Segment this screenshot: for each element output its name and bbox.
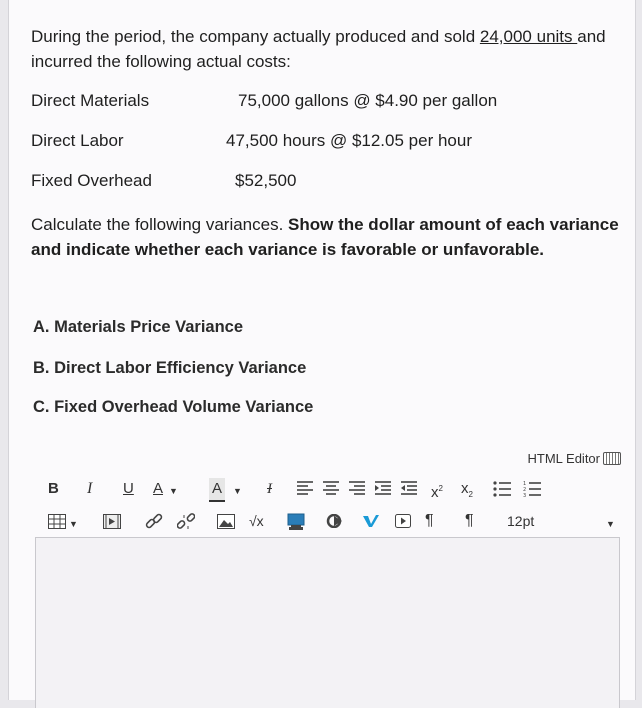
align-center-icon[interactable] [323, 481, 339, 495]
cost-label: Direct Materials [31, 91, 150, 110]
cost-value: 75,000 gallons @ $4.90 per gallon [238, 91, 498, 110]
text-color-dropdown-icon[interactable]: ▼ [169, 486, 178, 496]
font-size-select[interactable]: 12pt [507, 513, 535, 529]
apps-icon[interactable] [325, 514, 343, 528]
italic-button[interactable]: I [87, 480, 93, 497]
background-color-button[interactable]: A [209, 478, 225, 502]
rtl-button[interactable] [465, 510, 474, 532]
subscript-mark: 2 [468, 490, 473, 499]
align-right-icon[interactable] [349, 481, 365, 495]
svg-text:2: 2 [523, 487, 527, 493]
subscript-button[interactable] [461, 478, 473, 506]
html-editor-link[interactable] [528, 451, 621, 466]
unlink-icon[interactable] [177, 513, 195, 531]
intro-underlined-units: 24,000 units [479, 27, 578, 46]
image-icon[interactable] [217, 514, 235, 529]
numbered-list-icon[interactable] [523, 481, 541, 497]
question-c: C. Fixed Overhead Volume Variance [33, 398, 314, 416]
bold-button[interactable]: B [48, 480, 59, 497]
subscript-glyph: x [461, 480, 469, 497]
editor-toolbar-row-2 [41, 510, 621, 534]
underline-button[interactable]: U [123, 480, 134, 497]
cost-row-direct-labor [31, 131, 621, 155]
equation-button[interactable]: √x [249, 513, 264, 529]
ltr-button[interactable] [425, 510, 434, 532]
clear-format-button[interactable]: I [267, 481, 272, 497]
text-color-button[interactable]: A [153, 480, 164, 497]
question-b: B. Direct Labor Efficiency Variance [33, 359, 307, 377]
embed-icon[interactable] [287, 513, 305, 531]
vimeo-icon[interactable] [363, 514, 379, 528]
bullet-list-icon[interactable] [493, 481, 511, 497]
superscript-glyph: x [431, 484, 439, 501]
problem-intro [31, 24, 621, 74]
instruction-bold-text: Show the dollar amount of each variance and indicate whether each variance is favorable or unfavorable. [31, 215, 619, 259]
link-icon[interactable] [145, 513, 163, 531]
font-size-dropdown-icon[interactable]: ▼ [606, 519, 615, 529]
table-dropdown-icon[interactable]: ▼ [69, 519, 78, 529]
svg-text:1: 1 [523, 481, 527, 487]
align-left-icon[interactable] [297, 481, 313, 495]
indent-icon[interactable] [375, 481, 391, 495]
rtl-glyph: ¶ [465, 512, 474, 529]
question-sheet [8, 0, 636, 700]
svg-text:3: 3 [523, 493, 527, 497]
outdent-icon[interactable] [401, 481, 417, 495]
editor-toolbar-row-1 [41, 478, 621, 502]
intro-text-end: and incurred the following actual costs: [31, 27, 606, 71]
instruction-text: Calculate the following variances. [31, 215, 289, 234]
cost-value: $52,500 [235, 171, 297, 190]
cost-label: Direct Labor [31, 131, 124, 150]
answer-editor-textarea[interactable] [35, 537, 620, 708]
cost-row-direct-materials [31, 91, 621, 115]
question-a: A. Materials Price Variance [33, 318, 244, 336]
html-editor-label: HTML Editor [527, 451, 600, 466]
ltr-glyph: ¶ [425, 512, 434, 529]
keyboard-icon [603, 452, 621, 465]
intro-text: During the period, the company actually produced and sold [31, 27, 480, 46]
superscript-button[interactable] [431, 478, 443, 504]
instructions [31, 212, 626, 262]
cost-label: Fixed Overhead [31, 171, 152, 190]
background-color-dropdown-icon[interactable]: ▼ [233, 486, 242, 496]
cost-value: 47,500 hours @ $12.05 per hour [226, 131, 472, 150]
table-icon[interactable] [48, 514, 66, 529]
cost-row-fixed-overhead [31, 171, 621, 195]
video-icon[interactable] [395, 514, 411, 528]
superscript-mark: 2 [438, 484, 443, 493]
media-icon[interactable] [103, 514, 121, 529]
